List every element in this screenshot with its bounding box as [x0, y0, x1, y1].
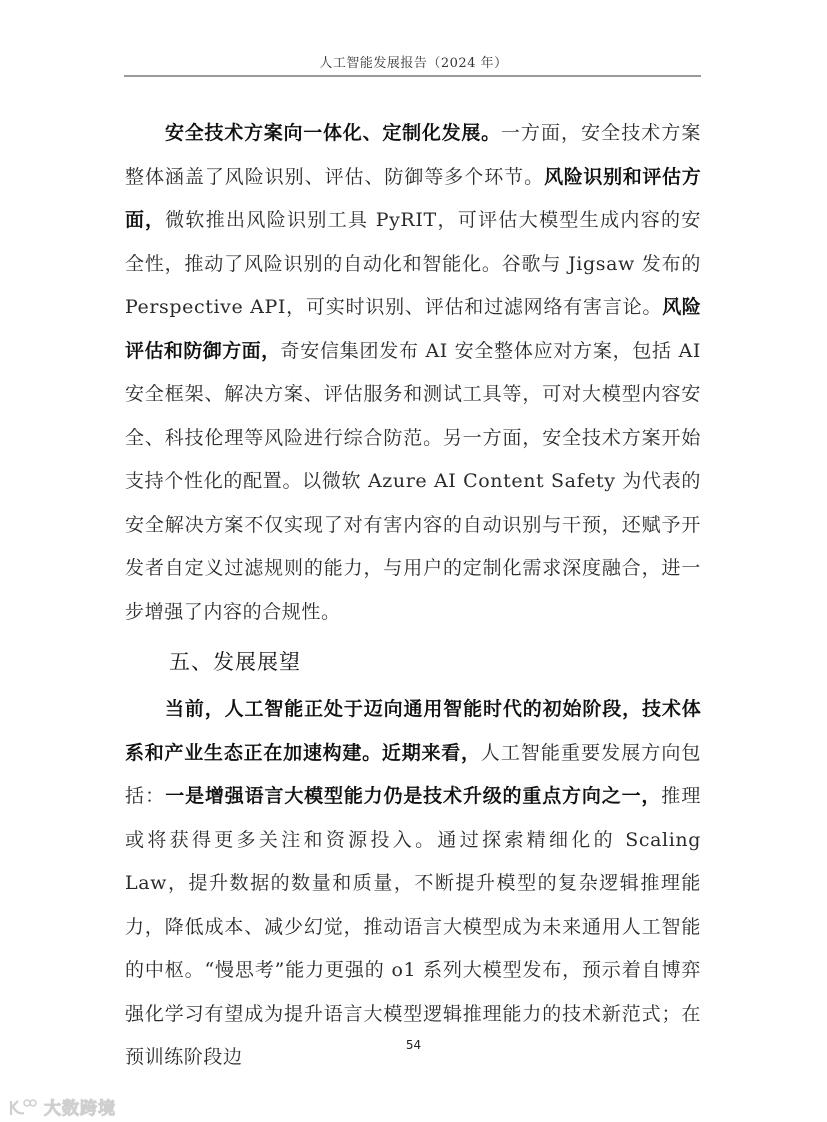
text-run: 推理或将获得更多关注和资源投入。通过探索精细化的 Scaling Law，提升数据的数量和质量，不断提升模型的复杂逻辑推理能力，降低成本、减少幻觉，推动语言大模型成为未来通用人工智能的中枢。“慢思考”能力更强的 o1 系列大模型发布，预示着自博弈强化学习有望成为提升语言大模型逻辑推理能力的技术新范式；在预训练阶段边	[125, 785, 701, 1068]
bold-lead: 当前，人工智能正处于迈向通用智能时代的初始阶段，技术体系和产业生态正在加速构建。近期来看，	[125, 698, 701, 764]
bold-subheading: 风险评估和防御方面，	[125, 296, 701, 362]
text-run: 人工智能重要发展方向包括：	[125, 741, 701, 807]
bold-lead: 安全技术方案向一体化、定制化发展。	[165, 122, 501, 144]
watermark-text: 大数跨境	[44, 1099, 116, 1119]
header-divider	[124, 75, 701, 77]
paragraph-security-solutions	[125, 112, 701, 634]
bold-subheading: 风险识别和评估方面，	[125, 165, 701, 231]
watermark	[8, 1094, 116, 1119]
watermark-logo-icon	[8, 1098, 38, 1116]
running-header: 人工智能发展报告（2024 年）	[319, 56, 508, 71]
paragraph-outlook	[125, 688, 701, 1080]
page-body	[125, 112, 701, 1080]
text-run: 一方面，安全技术方案整体涵盖了风险识别、评估、防御等多个环节。	[125, 122, 701, 188]
section-heading: 五、发展展望	[169, 650, 301, 674]
text-run: 微软推出风险识别工具 PyRIT，可评估大模型生成内容的安全性，推动了风险识别的自动化和智能化。谷歌与 Jigsaw 发布的 Perspective API，可实时识别、评估和过滤网络有害言论。	[125, 209, 701, 318]
text-run: 奇安信集团发布 AI 安全整体应对方案，包括 AI 安全框架、解决方案、评估服务和测试工具等，可对大模型内容安全、科技伦理等风险进行综合防范。另一方面，安全技术方案开始支持个性化的配置。以微软 Azure AI Content Safety 为代表的安全解决方案不仅实现了对有害内容的自动识别与干预，还赋予开发者自定义过滤规则的能力，与用户的定制化需求深度融合，进一步增强了内容的合规性。	[125, 339, 701, 623]
bold-point: 一是增强语言大模型能力仍是技术升级的重点方向之一，	[165, 785, 662, 807]
page-number: 54	[405, 1038, 422, 1052]
